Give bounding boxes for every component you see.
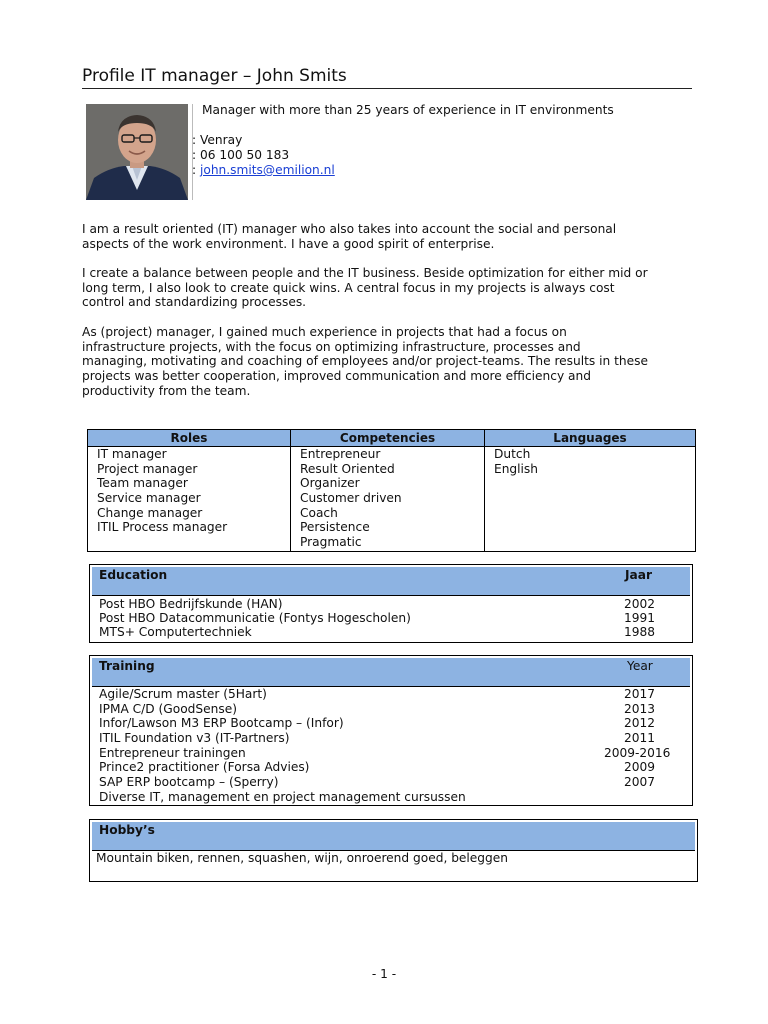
training-name: SAP ERP bootcamp – (Sperry) [99,775,279,789]
training-name: ITIL Foundation v3 (IT-Partners) [99,731,290,745]
hobbies-header [92,822,695,851]
training-name: Diverse IT, management en project management cursussen [99,790,466,804]
profile-photo [86,104,188,200]
competency-item: Pragmatic [300,535,362,550]
intro-line: I am a result oriented (IT) manager who also takes into account the social and personal [82,222,617,236]
training-header [92,658,690,687]
training-year: 2012 [624,716,656,730]
training-section [89,655,693,806]
role-item: Team manager [97,476,188,491]
training-name: Infor/Lawson M3 ERP Bootcamp – (Infor) [99,716,344,730]
skills-body-row [88,447,696,552]
profile-headline: Manager with more than 25 years of experience in IT environments [202,103,614,117]
intro-line: long term, I also look to create quick wins. A central focus in my projects is always cost [82,280,615,295]
languages-cell [485,447,696,552]
portrait-image [86,104,188,200]
training-year-heading: Year [627,659,653,673]
competency-item: Entrepreneur [300,447,381,461]
email-link[interactable]: john.smits@emilion.nl [199,163,335,177]
intro-line: productivity from the team. [82,383,251,398]
competencies-header: Competencies [291,430,485,447]
intro-line: control and standardizing processes. [82,295,307,310]
training-name: Agile/Scrum master (5Hart) [99,687,267,701]
intro-paragraph-2 [82,266,694,310]
training-year: 2009 [624,760,656,774]
education-name: Post HBO Bedrijfskunde (HAN) [99,597,283,611]
page-number: - 1 - [371,967,397,981]
training-heading: Training [99,659,155,673]
hobbies-section [89,819,698,882]
languages-header: Languages [485,430,696,447]
email-prefix: : [192,163,200,177]
competency-item: Coach [300,505,338,520]
hobbies-heading: Hobby’s [99,823,155,837]
training-year: 2009-2016 [604,746,671,760]
page-title: Profile IT manager – John Smits [82,66,347,86]
education-section [89,564,693,643]
education-heading: Education [99,568,168,582]
education-name: MTS+ Computertechniek [99,625,252,639]
intro-line: aspects of the work environment. I have a good spirit of enterprise. [82,236,495,251]
role-item: Change manager [97,505,203,520]
education-header [92,567,690,596]
email-line [192,163,335,177]
skills-header-row [88,430,696,447]
training-name: Entrepreneur trainingen [99,746,246,760]
competency-item: Organizer [300,476,360,491]
education-name: Post HBO Datacommunicatie (Fontys Hogescholen) [99,611,411,625]
education-year: 2002 [624,597,656,611]
education-year: 1988 [624,625,656,639]
phone-text: : 06 100 50 183 [192,148,290,162]
role-item: Project manager [97,461,198,476]
role-item: ITIL Process manager [97,520,228,535]
intro-line: projects was better cooperation, improved communication and more efficiency and [82,369,591,384]
education-year: 1991 [624,611,656,625]
training-year: 2011 [624,731,656,745]
competency-item: Result Oriented [300,461,395,476]
education-year-heading: Jaar [625,568,652,582]
hobbies-text: Mountain biken, rennen, squashen, wijn, onroerend goed, beleggen [96,851,509,865]
intro-line: I create a balance between people and the IT business. Beside optimization for either mid or [82,266,648,280]
location-text: : Venray [192,133,243,147]
training-name: Prince2 practitioner (Forsa Advies) [99,760,310,774]
roles-header: Roles [88,430,291,447]
skills-table [87,429,696,552]
title-divider [82,88,692,89]
training-year: 2007 [624,775,656,789]
competency-item: Customer driven [300,491,402,506]
role-item: IT manager [97,447,167,461]
language-item: English [494,461,539,476]
language-item: Dutch [494,447,531,461]
intro-paragraph-1 [82,222,694,251]
intro-line: infrastructure projects, with the focus on optimizing infrastructure, processes and [82,339,581,354]
competencies-cell [291,447,485,552]
intro-line: managing, motivating and coaching of employees and/or project-teams. The results in these [82,354,648,369]
intro-line: As (project) manager, I gained much experience in projects that had a focus on [82,325,567,339]
role-item: Service manager [97,491,201,506]
training-year: 2013 [624,702,656,716]
competency-item: Persistence [300,520,370,535]
training-name: IPMA C/D (GoodSense) [99,702,237,716]
training-year: 2017 [624,687,656,701]
roles-cell [88,447,291,552]
intro-paragraph-3 [82,325,694,398]
